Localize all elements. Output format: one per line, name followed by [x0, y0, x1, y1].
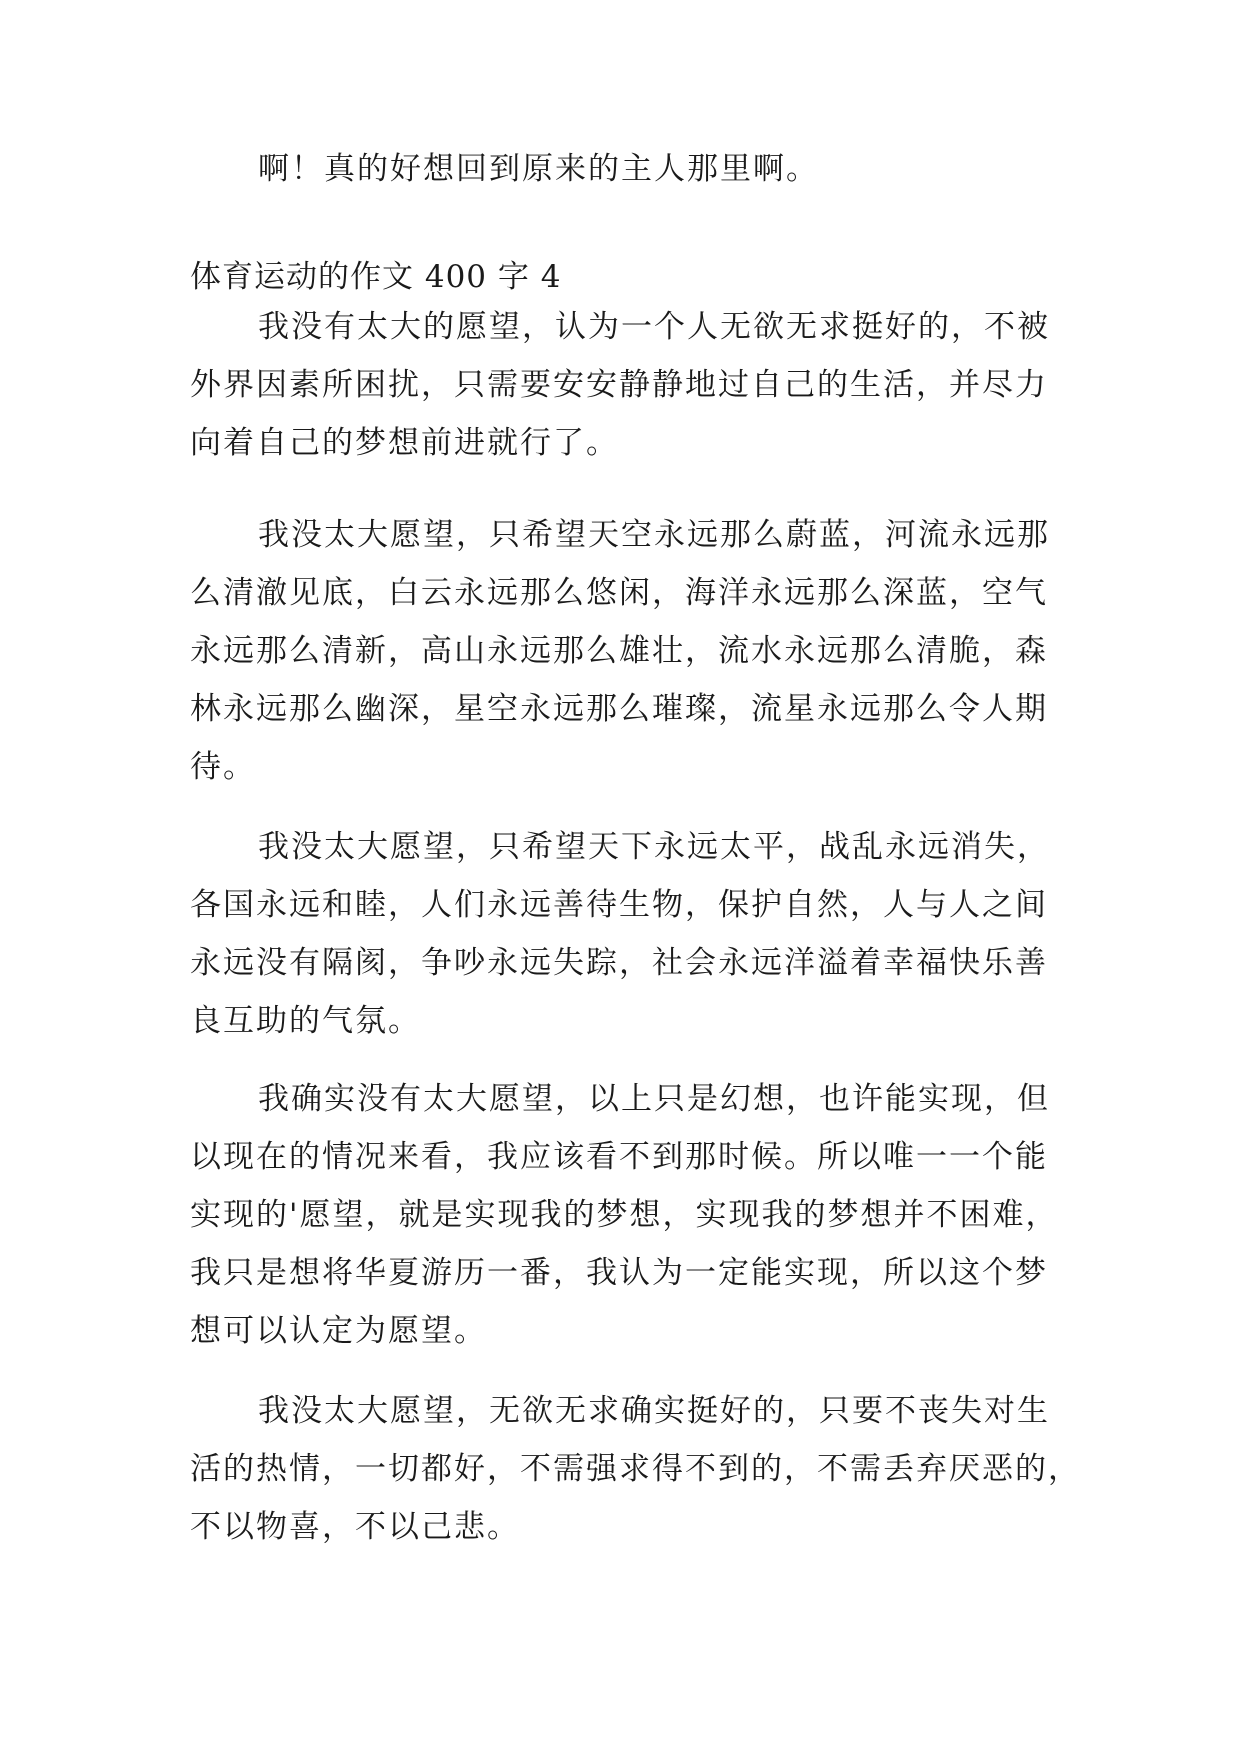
- paragraph-line: 我确实没有太大愿望，以上只是幻想，也许能实现，但: [258, 1081, 1050, 1117]
- paragraph-line: 我没太大愿望，无欲无求确实挺好的，只要不丧失对生: [258, 1393, 1050, 1429]
- intro-line: 啊！真的好想回到原来的主人那里啊。: [258, 151, 819, 187]
- paragraph-line: 我没有太大的愿望，认为一个人无欲无求挺好的，不被: [258, 309, 1050, 345]
- paragraph-line: 想可以认定为愿望。: [190, 1313, 487, 1349]
- paragraph-4: [190, 1070, 1059, 1360]
- paragraph-line: 我没太大愿望，只希望天空永远那么蔚蓝，河流永远那: [258, 517, 1050, 553]
- paragraph-line: 以现在的情况来看，我应该看不到那时候。所以唯一一个能: [190, 1139, 1048, 1175]
- paragraph-2: [190, 506, 1050, 796]
- section-title: 体育运动的作文 400 字 4: [190, 259, 562, 295]
- paragraph-line: 我只是想将华夏游历一番，我认为一定能实现，所以这个梦: [190, 1255, 1048, 1291]
- paragraph-line: 待。: [190, 749, 256, 785]
- paragraph-line: 永远没有隔阂，争吵永远失踪，社会永远洋溢着幸福快乐善: [190, 945, 1048, 981]
- paragraph-line: 向着自己的梦想前进就行了。: [190, 425, 619, 461]
- paragraph-line: 活的热情，一切都好，不需强求得不到的，不需丢弃厌恶的，: [190, 1451, 1081, 1487]
- intro-paragraph: [190, 140, 1050, 198]
- paragraph-3: [190, 818, 1050, 1050]
- paragraph-line: 实现的'愿望，就是实现我的梦想，实现我的梦想并不困难，: [190, 1197, 1059, 1233]
- paragraph-1: [190, 298, 1050, 472]
- paragraph-line: 么清澈见底，白云永远那么悠闲，海洋永远那么深蓝，空气: [190, 575, 1048, 611]
- paragraph-line: 林永远那么幽深，星空永远那么璀璨，流星永远那么令人期: [190, 691, 1048, 727]
- paragraph-line: 不以物喜，不以己悲。: [190, 1509, 520, 1545]
- paragraph-line: 各国永远和睦，人们永远善待生物，保护自然，人与人之间: [190, 887, 1048, 923]
- paragraph-5: [190, 1382, 1081, 1556]
- paragraph-line: 外界因素所困扰，只需要安安静静地过自己的生活，并尽力: [190, 367, 1048, 403]
- paragraph-line: 永远那么清新，高山永远那么雄壮，流水永远那么清脆，森: [190, 633, 1048, 669]
- paragraph-line: 良互助的气氛。: [190, 1003, 421, 1039]
- paragraph-line: 我没太大愿望，只希望天下永远太平，战乱永远消失，: [258, 829, 1050, 865]
